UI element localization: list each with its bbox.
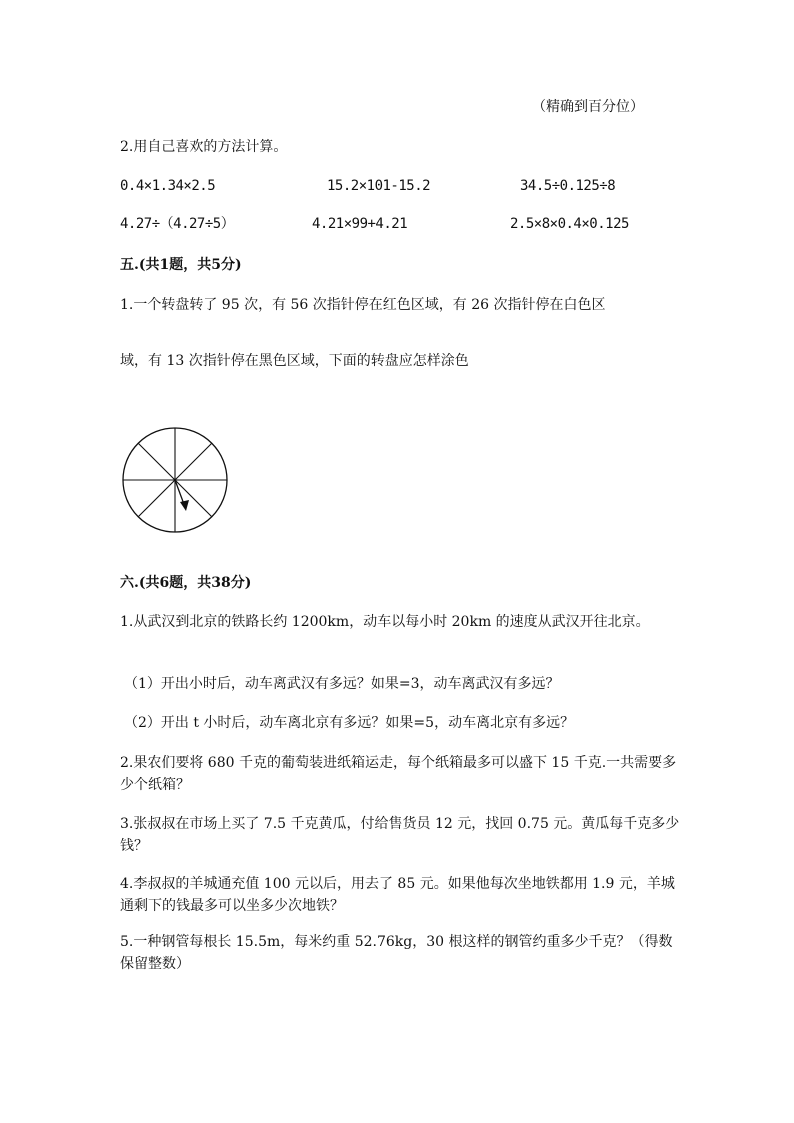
section-5-question-1-line-1: 1.一个转盘转了 95 次，有 56 次指针停在红色区域，有 26 次指针停在白色区 [120,297,606,313]
calc-expression: 4.27÷（4.27÷5） [120,216,235,232]
spinner-divider-line [138,443,175,480]
spinner-divider-line [138,480,175,517]
section-6-question-1-part-1: （1）开出小时后，动车离武汉有多远？如果=3，动车离武汉有多远？ [124,676,560,692]
spinner-pointer-icon [175,480,189,511]
section-6-question-1-part-2: （2）开出 t 小时后，动车离北京有多远？如果=5，动车离北京有多远？ [124,715,575,731]
calc-expression: 4.21×99+4.21 [312,216,408,232]
question-2-title: 2.用自己喜欢的方法计算。 [120,139,288,155]
spinner-divider-line [175,480,212,517]
spinner-divider-line [175,443,212,480]
section-6-question-4: 4.李叔叔的羊城通充值 100 元以后，用去了 85 元。如果他每次坐地铁都用 1.9 元，羊城通剩下的钱最多可以坐多少次地铁？ [120,876,675,914]
precision-note: （精确到百分位） [532,99,644,115]
spinner-figure [120,425,230,535]
section-6-question-3: 3.张叔叔在市场上买了 7.5 千克黄瓜，付给售货员 12 元，找回 0.75 元。黄瓜每千克多少钱？ [120,816,680,854]
section-6-question-1: 1.从武汉到北京的铁路长约 1200km，动车以每小时 20km 的速度从武汉开往北京。 [120,614,650,630]
section-5-question-1-line-2: 域，有 13 次指针停在黑色区域，下面的转盘应怎样涂色 [120,353,469,369]
calc-expression: 2.5×8×0.4×0.125 [510,216,629,232]
section-5-heading: 五.(共1题，共5分) [120,257,242,273]
section-6-heading: 六.(共6题，共38分) [120,575,252,591]
section-6-question-5: 5.一种钢管每根长 15.5m，每米约重 52.76kg，30 根这样的钢管约重多少千克？（得数保留整数） [120,934,673,972]
calc-expression: 34.5÷0.125÷8 [520,178,616,194]
section-6-question-2: 2.果农们要将 680 千克的葡萄装进纸箱运走，每个纸箱最多可以盛下 15 千克.一共需要多少个纸箱？ [120,755,677,793]
calc-expression: 15.2×101-15.2 [327,178,431,194]
calc-expression: 0.4×1.34×2.5 [120,178,216,194]
